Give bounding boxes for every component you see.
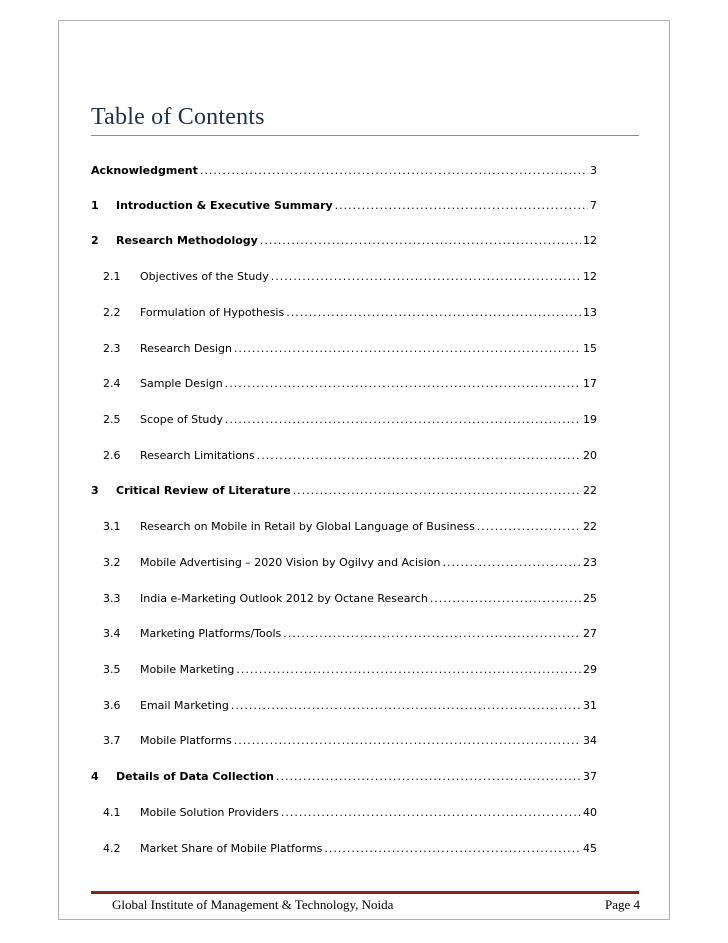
toc-entry-page: 7 [590,199,597,212]
toc-entry-4-1[interactable] [103,806,597,824]
toc-entry-page: 31 [583,699,597,712]
toc-entry-label: India e-Marketing Outlook 2012 by Octane Research [140,592,428,605]
toc-entry-acknowledgment[interactable] [91,164,597,182]
toc-entry-2-6[interactable] [103,449,597,467]
toc-entry-page: 29 [583,663,597,676]
toc-entry-label: Research Design [140,342,232,355]
toc-entry-page: 25 [583,592,597,605]
toc-entry-page: 13 [583,306,597,319]
dot-leader [443,556,582,569]
dot-leader [276,770,581,783]
dot-leader [271,270,581,283]
dot-leader [335,199,588,212]
dot-leader [231,699,581,712]
toc-entry-label: Critical Review of Literature [116,484,291,497]
toc-entry-number: 2 [91,234,99,247]
toc-entry-label: Sample Design [140,377,223,390]
toc-entry-number: 3.5 [103,663,121,676]
title-underline [91,135,639,136]
dot-leader [234,342,581,355]
toc-entry-number: 3.1 [103,520,121,533]
toc-entry-2-3[interactable] [103,342,597,360]
dot-leader [477,520,581,533]
toc-entry-label: Scope of Study [140,413,223,426]
toc-entry-2-4[interactable] [103,377,597,395]
toc-entry-number: 4 [91,770,99,783]
toc-entry-page: 12 [583,270,597,283]
toc-entry-page: 12 [583,234,597,247]
toc-entry-page: 34 [583,734,597,747]
toc-entry-number: 3.4 [103,627,121,640]
toc-entry-page: 40 [583,806,597,819]
toc-entry-number: 2.4 [103,377,121,390]
toc-entry-3-7[interactable] [103,734,597,752]
toc-entry-2[interactable] [91,234,597,252]
toc-entry-number: 2.3 [103,342,121,355]
page-title: Table of Contents [91,104,265,130]
toc-entry-3-2[interactable] [103,556,597,574]
toc-entry-page: 20 [583,449,597,462]
toc-entry-number: 2.6 [103,449,121,462]
toc-entry-number: 3.3 [103,592,121,605]
toc-entry-number: 3 [91,484,99,497]
footer-rule [91,891,639,894]
toc-entry-page: 22 [583,520,597,533]
toc-entry-4-2[interactable] [103,842,597,860]
toc-entry-page: 22 [583,484,597,497]
toc-entry-page: 37 [583,770,597,783]
toc-entry-page: 45 [583,842,597,855]
dot-leader [430,592,581,605]
toc-entry-page: 23 [583,556,597,569]
dot-leader [324,842,581,855]
toc-entry-page: 15 [583,342,597,355]
dot-leader [236,663,581,676]
dot-leader [260,234,581,247]
toc-entry-label: Research Limitations [140,449,255,462]
dot-leader [286,306,581,319]
toc-entry-page: 17 [583,377,597,390]
toc-entry-3-4[interactable] [103,627,597,645]
toc-entry-3-3[interactable] [103,592,597,610]
footer-institution: Global Institute of Management & Technology, Noida [112,897,394,912]
toc-entry-number: 1 [91,199,99,212]
toc-entry-label: Introduction & Executive Summary [116,199,333,212]
toc-entry-label: Mobile Solution Providers [140,806,279,819]
toc-entry-2-5[interactable] [103,413,597,431]
toc-entry-label: Details of Data Collection [116,770,274,783]
dot-leader [257,449,581,462]
dot-leader [225,413,581,426]
toc-entry-number: 3.2 [103,556,121,569]
toc-entry-1[interactable] [91,199,597,217]
dot-leader [225,377,581,390]
toc-entry-4[interactable] [91,770,597,788]
toc-entry-number: 3.6 [103,699,121,712]
toc-entry-label: Formulation of Hypothesis [140,306,285,319]
dot-leader [283,627,581,640]
dot-leader [200,164,588,177]
toc-entry-label: Market Share of Mobile Platforms [140,842,323,855]
toc-entry-page: 27 [583,627,597,640]
toc-entry-number: 4.1 [103,806,121,819]
toc-entry-page: 19 [583,413,597,426]
toc-entry-label: Email Marketing [140,699,229,712]
footer-page-number: Page 4 [604,897,640,912]
dot-leader [293,484,581,497]
toc-entry-3[interactable] [91,484,597,502]
toc-entry-label: Mobile Marketing [140,663,235,676]
toc-entry-3-1[interactable] [103,520,597,538]
dot-leader [281,806,581,819]
toc-entry-page: 3 [590,164,597,177]
toc-entry-number: 3.7 [103,734,121,747]
toc-entry-number: 2.5 [103,413,121,426]
toc-entry-2-2[interactable] [103,306,597,324]
toc-entry-label: Research Methodology [116,234,258,247]
toc-entry-3-5[interactable] [103,663,597,681]
toc-entry-2-1[interactable] [103,270,597,288]
toc-entry-number: 2.2 [103,306,121,319]
dot-leader [234,734,581,747]
toc-entry-label: Research on Mobile in Retail by Global Language of Business [140,520,475,533]
toc-entry-number: 4.2 [103,842,121,855]
toc-entry-label: Mobile Advertising – 2020 Vision by Ogilvy and Acision [140,556,441,569]
toc-entry-label: Marketing Platforms/Tools [140,627,282,640]
toc-entry-3-6[interactable] [103,699,597,717]
toc-entry-label: Objectives of the Study [140,270,269,283]
toc-entry-label: Mobile Platforms [140,734,232,747]
toc-entry-number: 2.1 [103,270,121,283]
toc-entry-label: Acknowledgment [91,164,198,177]
